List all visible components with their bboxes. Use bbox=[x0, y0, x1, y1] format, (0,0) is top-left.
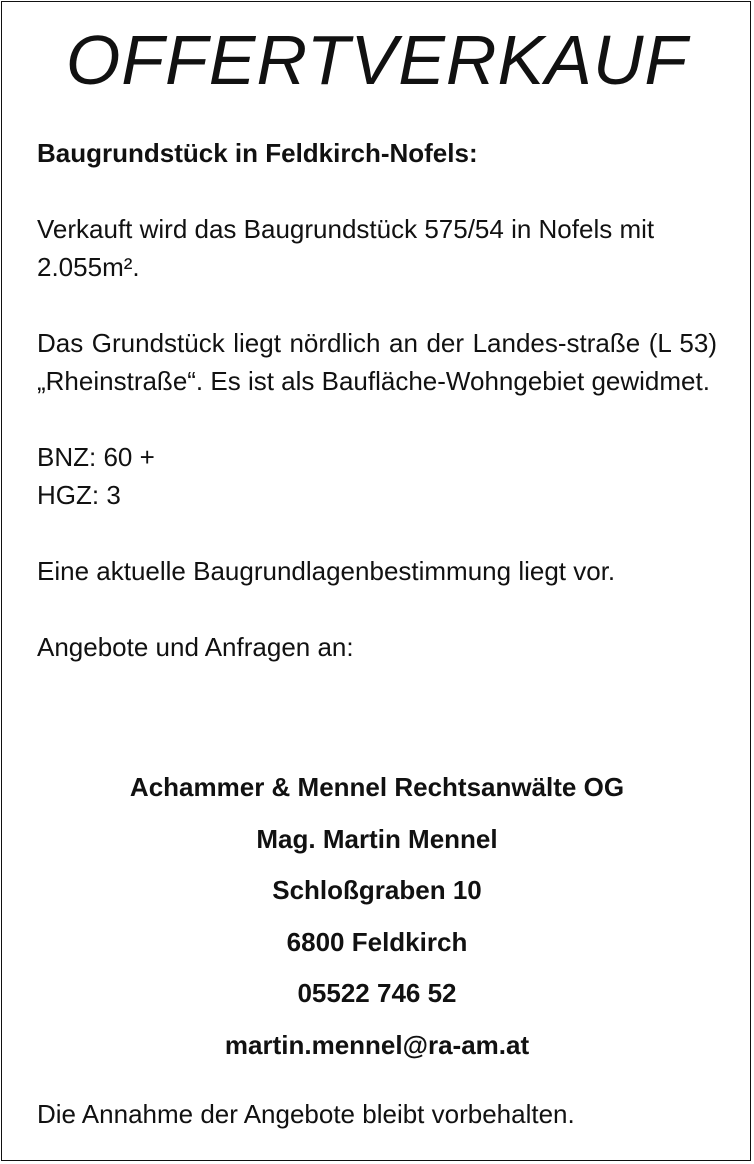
street-address: Schloßgraben 10 bbox=[272, 875, 482, 905]
contact-person: Mag. Martin Mennel bbox=[256, 823, 498, 854]
bnz-value: BNZ: 60 + bbox=[37, 442, 155, 472]
zoning-values bbox=[37, 438, 717, 514]
survey-paragraph: Eine aktuelle Baugrundlagenbestimmung liegt vor. bbox=[37, 556, 616, 586]
contact-block bbox=[0, 762, 754, 1071]
hgz-value: HGZ: 3 bbox=[37, 480, 121, 510]
property-heading: Baugrundstück in Feldkirch-Nofels: bbox=[37, 138, 478, 168]
offers-paragraph: Angebote und Anfragen an: bbox=[37, 632, 354, 662]
phone-number: 05522 746 52 bbox=[297, 978, 457, 1008]
reservation-note: Die Annahme der Angebote bleibt vorbehalten. bbox=[37, 1099, 575, 1129]
city-address: 6800 Feldkirch bbox=[286, 926, 468, 957]
email-address: martin.mennel@ra-am.at bbox=[224, 1029, 530, 1060]
location-paragraph: Das Grundstück liegt nördlich an der Landes-straße (L 53) „Rheinstraße“. Es ist als Baufläche-Wohngebiet gewidmet. bbox=[37, 328, 717, 396]
ad-body bbox=[37, 134, 717, 704]
sale-paragraph: Verkauft wird das Baugrundstück 575/54 in Nofels mit 2.055m². bbox=[37, 214, 655, 282]
ad-title: OFFERTVERKAUF bbox=[65, 21, 689, 99]
law-firm-name: Achammer & Mennel Rechtsanwälte OG bbox=[129, 772, 625, 802]
